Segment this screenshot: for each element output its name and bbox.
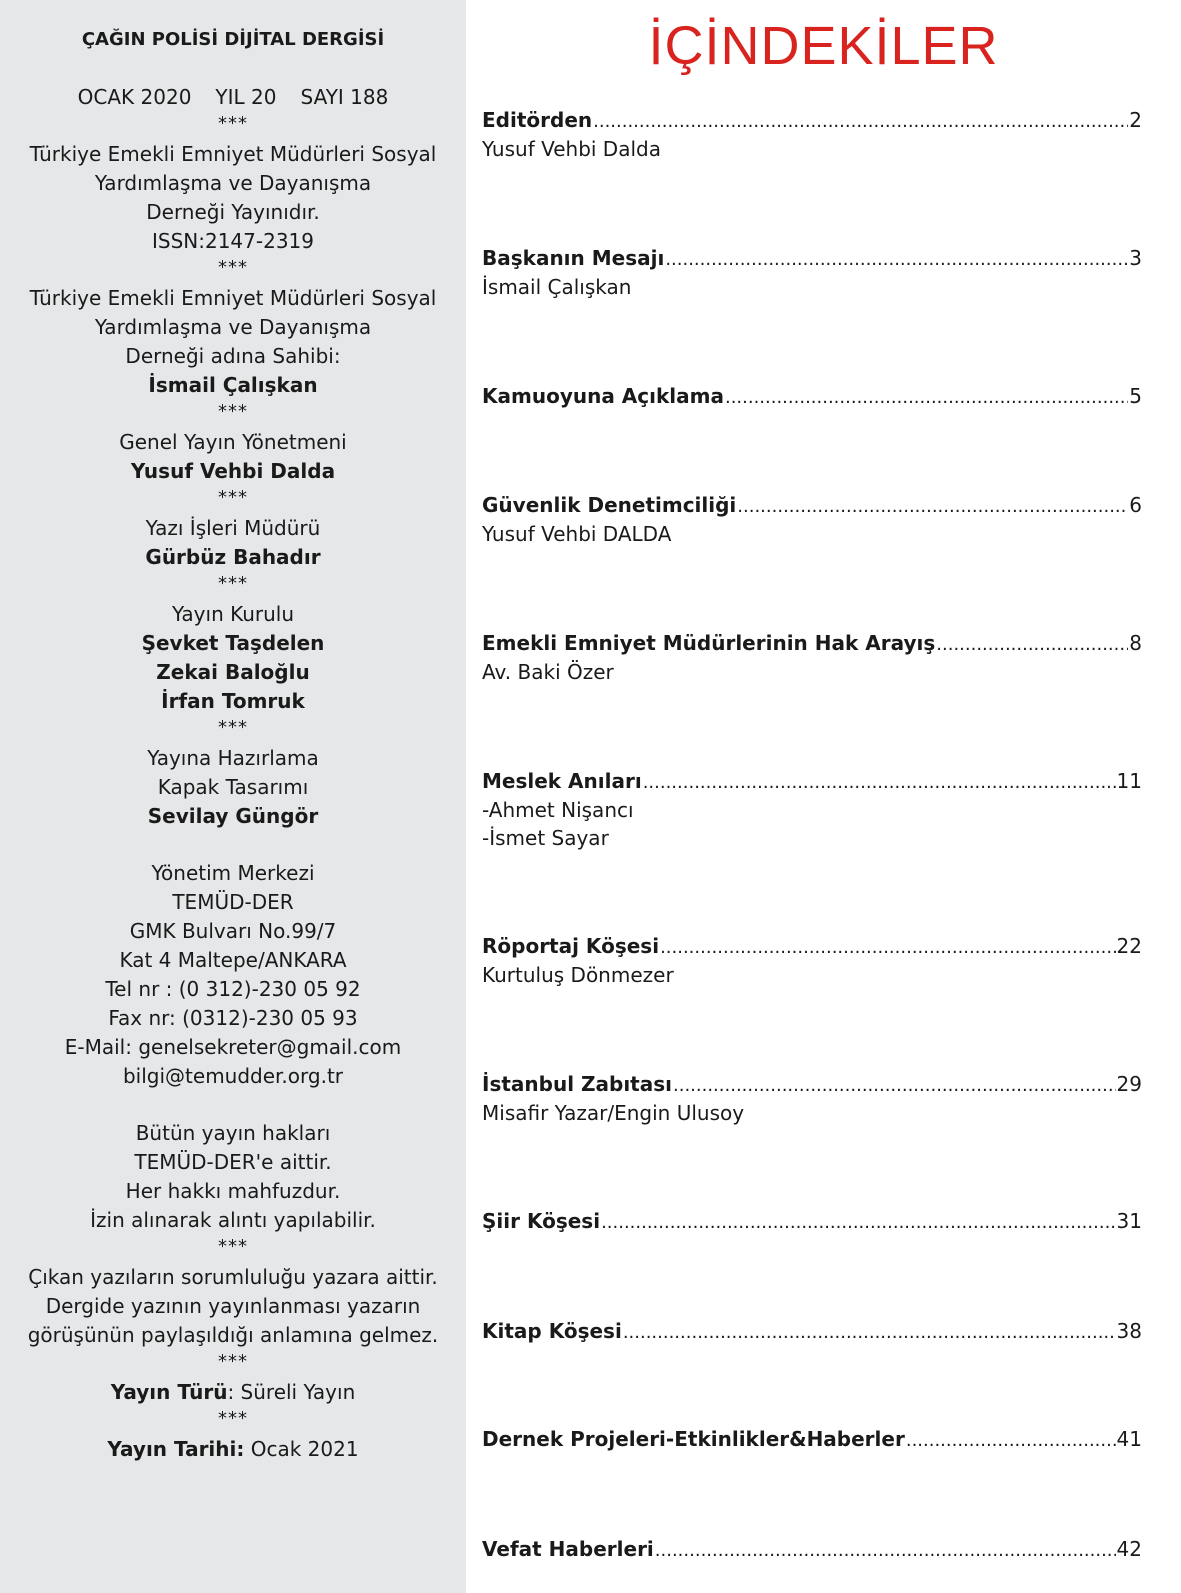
masthead-panel — [0, 0, 466, 1593]
toc-entry-author: -Ahmet Nişancı — [482, 798, 634, 822]
publisher-line: Yardımlaşma ve Dayanışma — [94, 171, 372, 195]
toc-entry-page: 22 — [1116, 934, 1142, 958]
magazine-title: ÇAĞIN POLİSİ DİJİTAL DERGİSİ — [81, 29, 385, 50]
leader-dots — [655, 1538, 1116, 1564]
toc-entry-title: Emekli Emniyet Müdürlerinin Hak Arayış — [482, 631, 936, 655]
separator: *** — [218, 487, 248, 508]
toc-entry-page: 8 — [1129, 631, 1142, 655]
board-member: Şevket Taşdelen — [141, 631, 325, 655]
disclaimer-line: görüşünün paylaşıldığı anlamına gelmez. — [27, 1323, 439, 1347]
toc-entry-title: Şiir Köşesi — [482, 1209, 601, 1233]
email-secondary: bilgi@temudder.org.tr — [122, 1064, 344, 1088]
managing-editor-role: Yazı İşleri Müdürü — [145, 516, 321, 540]
email: E-Mail: genelsekreter@gmail.com — [64, 1035, 402, 1059]
toc-entry-title: Dernek Projeleri-Etkinlikler&Haberler — [482, 1427, 905, 1451]
toc-entry-page: 5 — [1129, 384, 1142, 408]
address-line: Kat 4 Maltepe/ANKARA — [119, 948, 347, 972]
toc-entry-title: Kamuoyuna Açıklama — [482, 384, 724, 408]
toc-entry-title: Editörden — [482, 108, 593, 132]
toc-entry-page: 38 — [1116, 1319, 1142, 1343]
leader-dots — [593, 109, 1128, 135]
toc-entry[interactable] — [482, 245, 1142, 301]
toc-entry-title: Güvenlik Denetimciliği — [482, 493, 737, 517]
toc-entry-title: Vefat Haberleri — [482, 1537, 654, 1561]
toc-entry[interactable] — [482, 630, 1142, 686]
editor-name: Yusuf Vehbi Dalda — [130, 459, 336, 483]
leader-dots — [601, 1210, 1115, 1236]
publication-type-label: Yayın Türü — [110, 1380, 228, 1404]
owner-name: İsmail Çalışkan — [148, 373, 318, 397]
publication-type — [0, 1379, 466, 1405]
owner-line: Derneği adına Sahibi: — [125, 344, 341, 368]
toc-entry-title: Başkanın Mesajı — [482, 246, 665, 270]
rights-line: Bütün yayın hakları — [135, 1121, 331, 1145]
leader-dots — [673, 1073, 1116, 1099]
toc-entry-author: Av. Baki Özer — [482, 660, 614, 684]
leader-dots — [665, 247, 1128, 273]
address-line: GMK Bulvarı No.99/7 — [129, 919, 337, 943]
separator: *** — [218, 1408, 248, 1429]
toc-entry[interactable] — [482, 1426, 1142, 1454]
toc-title: İÇİNDEKİLER — [648, 16, 999, 76]
toc-entry-author: Misafir Yazar/Engin Ulusoy — [482, 1101, 745, 1125]
publication-type-value: : Süreli Yayın — [227, 1380, 356, 1404]
separator: *** — [218, 401, 248, 422]
editor-role: Genel Yayın Yönetmeni — [119, 430, 347, 454]
rights-line: TEMÜD-DER'e aittir. — [134, 1150, 332, 1174]
leader-dots — [660, 935, 1115, 961]
toc-entry-author: -İsmet Sayar — [482, 826, 609, 850]
issue-month: OCAK 2020 — [77, 85, 192, 109]
issue-year: YIL 20 — [215, 85, 277, 109]
design-role: Kapak Tasarımı — [157, 775, 309, 799]
toc-entry[interactable] — [482, 492, 1142, 548]
rights-line: Her hakkı mahfuzdur. — [125, 1179, 341, 1203]
toc-entry-author: İsmail Çalışkan — [482, 275, 632, 299]
separator: *** — [218, 113, 248, 134]
leader-dots — [737, 494, 1128, 520]
toc-entry-page: 11 — [1116, 769, 1142, 793]
board-role: Yayın Kurulu — [171, 602, 295, 626]
toc-entry-title: Meslek Anıları — [482, 769, 642, 793]
toc-entry[interactable] — [482, 768, 1142, 852]
separator: *** — [218, 717, 248, 738]
board-member: İrfan Tomruk — [161, 689, 305, 713]
leader-dots — [906, 1428, 1116, 1454]
toc-entry-title: İstanbul Zabıtası — [482, 1072, 672, 1096]
publisher-line: Türkiye Emekli Emniyet Müdürleri Sosyal — [29, 142, 437, 166]
toc-entry-page: 29 — [1116, 1072, 1142, 1096]
design-role: Yayına Hazırlama — [147, 746, 319, 770]
publication-date — [0, 1436, 466, 1462]
toc-entry-page: 6 — [1129, 493, 1142, 517]
toc-entry[interactable] — [482, 107, 1142, 163]
toc-entry-page: 2 — [1129, 108, 1142, 132]
separator: *** — [218, 1351, 248, 1372]
phone: Tel nr : (0 312)-230 05 92 — [105, 977, 361, 1001]
toc-entry-author: Kurtuluş Dönmezer — [482, 963, 674, 987]
separator: *** — [218, 257, 248, 278]
toc-entry[interactable] — [482, 1536, 1142, 1564]
disclaimer-line: Dergide yazının yayınlanması yazarın — [45, 1294, 421, 1318]
separator: *** — [218, 573, 248, 594]
toc-entry[interactable] — [482, 383, 1142, 411]
issn: ISSN:2147-2319 — [151, 229, 314, 253]
address-line: TEMÜD-DER — [172, 890, 294, 914]
issue-line — [0, 84, 466, 110]
toc-entry[interactable] — [482, 1071, 1142, 1127]
publisher-line: Derneği Yayınıdır. — [146, 200, 320, 224]
toc-entry-title: Röportaj Köşesi — [482, 934, 660, 958]
board-member: Zekai Baloğlu — [156, 660, 310, 684]
leader-dots — [936, 632, 1128, 658]
toc-entry-page: 3 — [1129, 246, 1142, 270]
leader-dots — [725, 385, 1128, 411]
toc-entry[interactable] — [482, 1318, 1142, 1346]
toc-entry[interactable] — [482, 933, 1142, 989]
rights-line: İzin alınarak alıntı yapılabilir. — [90, 1208, 376, 1232]
designer-name: Sevilay Güngör — [147, 804, 319, 828]
toc-entry-page: 42 — [1116, 1537, 1142, 1561]
publication-date-value: Ocak 2021 — [244, 1437, 359, 1461]
leader-dots — [643, 770, 1116, 796]
publication-date-label: Yayın Tarihi: — [107, 1437, 245, 1461]
leader-dots — [623, 1320, 1116, 1346]
issue-number: SAYI 188 — [300, 85, 389, 109]
owner-line: Yardımlaşma ve Dayanışma — [94, 315, 372, 339]
toc-entry-author: Yusuf Vehbi Dalda — [482, 137, 661, 161]
disclaimer-line: Çıkan yazıların sorumluluğu yazara aittir. — [28, 1265, 438, 1289]
fax: Fax nr: (0312)-230 05 93 — [108, 1006, 358, 1030]
toc-entry[interactable] — [482, 1208, 1142, 1236]
toc-entry-author: Yusuf Vehbi DALDA — [482, 522, 672, 546]
separator: *** — [218, 1236, 248, 1257]
toc-entry-page: 41 — [1116, 1427, 1142, 1451]
toc-entry-title: Kitap Köşesi — [482, 1319, 622, 1343]
toc-entry-page: 31 — [1116, 1209, 1142, 1233]
managing-editor-name: Gürbüz Bahadır — [145, 545, 321, 569]
address-line: Yönetim Merkezi — [151, 861, 315, 885]
owner-line: Türkiye Emekli Emniyet Müdürleri Sosyal — [29, 286, 437, 310]
